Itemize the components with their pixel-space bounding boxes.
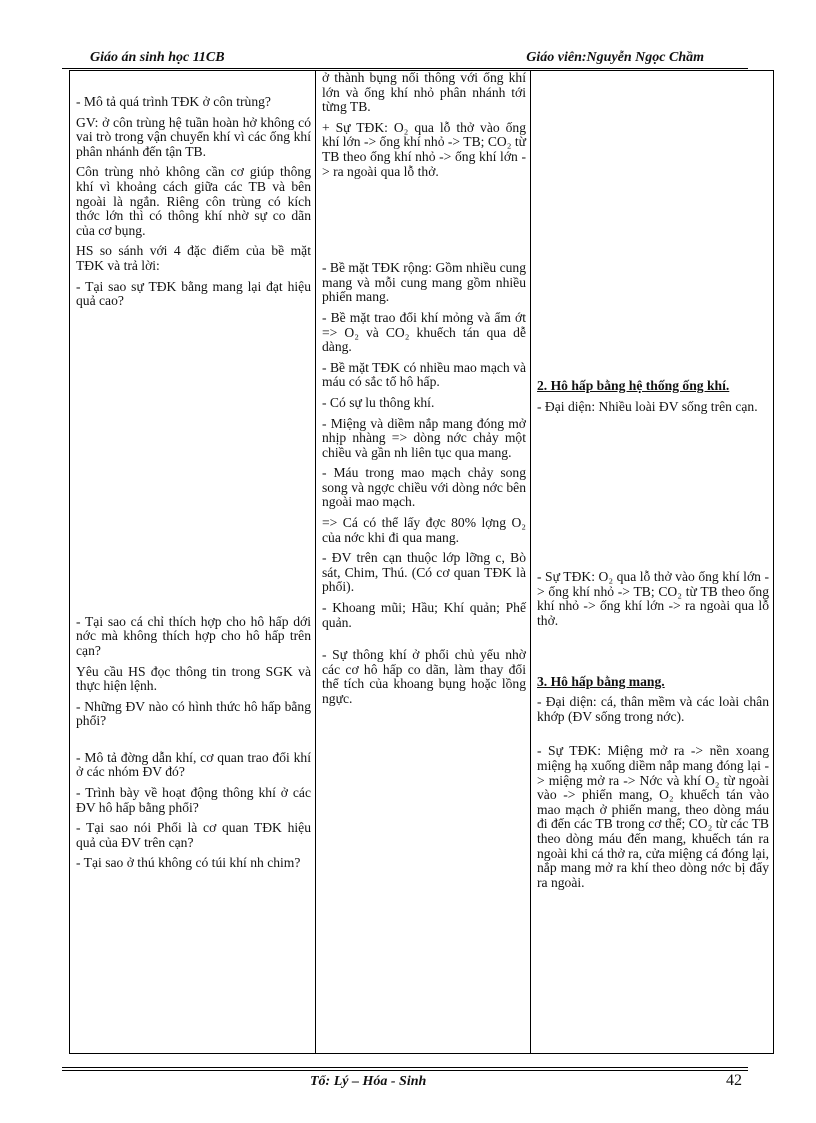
note-ventilation: - Có sự lu thông khí. bbox=[322, 394, 435, 410]
summary-representatives-1: - Đại diện: Nhiều loài ĐV sống trên cạn. bbox=[537, 398, 758, 414]
footer-rule-top bbox=[62, 1067, 748, 1068]
instruction-read-sgk: Yêu cầu HS đọc thông tin trong SGK và thực hiện lệnh. bbox=[76, 663, 311, 694]
page-footer bbox=[62, 1074, 748, 1092]
note-oxygen-80: => Cá có thể lấy đợc 80% lợng O₂ của nớc khi đi qua mang. bbox=[322, 515, 526, 545]
note-small-insects: Côn trùng nhỏ không cần cơ giúp thông khí vì khoảng cách giữa các TB và bên ngoài là ngắn. Riêng côn trùng có kích thớc lớn thì có thông khí nhờ sự co dãn của cơ bụng. bbox=[76, 164, 311, 238]
question-gill-efficiency: - Tại sao sự TĐK bằng mang lại đạt hiệu quả cao? bbox=[76, 278, 311, 309]
header-subject: Giáo án sinh học 11CB bbox=[90, 50, 225, 65]
page-header bbox=[62, 50, 748, 68]
page-number: 42 bbox=[726, 1072, 742, 1089]
note-lung-ventilation: - Sự thông khí ở phổi chủ yếu nhờ các cơ hô hấp co dãn, làm thay đổi thể tích của khoang bụng hoặc lồng ngực. bbox=[322, 647, 526, 706]
summary-representatives-2: - Đại diện: cá, thân mềm và các loài chân khớp (ĐV sống trong nớc). bbox=[537, 694, 769, 724]
note-insect-exchange: + Sự TĐK: O₂ qua lỗ thở vào ống khí lớn -> ống khí nhỏ -> TB; CO₂ từ TB theo ống khí nhỏ -> ống khí lớn -> ra ngoài qua lỗ thở. bbox=[322, 119, 526, 179]
question-ventilation: - Trình bày về hoạt động thông khí ở các ĐV hô hấp bằng phổi? bbox=[76, 785, 311, 815]
note-countercurrent: - Máu trong mao mạch chảy song song và ngợc chiều với dòng nớc bên ngoài mao mạch. bbox=[322, 465, 526, 510]
header-teacher: Giáo viên:Nguyễn Ngọc Chầm bbox=[526, 50, 704, 65]
note-gill-surface: - Bề mặt TĐK rộng: Gồm nhiều cung mang và mỗi cung mang gồm nhiều phiến mang. bbox=[322, 260, 526, 305]
activity-column bbox=[70, 71, 316, 1054]
question-air-sacs: - Tại sao ở thú không có túi khí nh chim? bbox=[76, 855, 301, 871]
question-airway: - Mô tả đờng dẫn khí, cơ quan trao đổi khí ở các nhóm ĐV đó? bbox=[76, 749, 311, 780]
teacher-note-circulation: GV: ở côn trùng hệ tuần hoàn hở không có vai trò trong vận chuyển khí vì các ống khí phân nhánh đến tận TB. bbox=[76, 114, 311, 159]
question-fish-water: - Tại sao cá chỉ thích hợp cho hô hấp dới nớc mà không thích hợp cho hô hấp trên cạn? bbox=[76, 613, 311, 658]
question-lung-efficiency: - Tại sao nói Phổi là cơ quan TĐK hiệu quả của ĐV trên cạn? bbox=[76, 820, 311, 850]
footer-department: Tổ: Lý – Hóa - Sinh bbox=[310, 1074, 427, 1089]
footer-rule-bottom bbox=[62, 1070, 748, 1071]
summary-gill-exchange: - Sự TĐK: Miệng mở ra -> nền xoang miệng hạ xuống diềm nắp mang đóng lại -> miệng mở ra -> Nớc và khí O₂ từ ngoài vào -> phiến mang, O₂ khuếch tán vào mao mạch ở phiến mang, theo dòng máu đi đến các TB trong cơ thể; CO₂ từ các TB theo dòng máu đến mang, khuếch tán ra ngoài khi cá thở ra, cửa miệng cá đóng lại, nắp mang mở ra khí theo dòng nớc bị đẩy ra ngoài. bbox=[537, 743, 769, 890]
student-compare-note: HS so sánh với 4 đặc điểm của bề mặt TĐK và trả lời: bbox=[76, 243, 311, 273]
header-rule bbox=[62, 68, 748, 69]
note-capillaries: - Bề mặt TĐK có nhiều mao mạch và máu có sắc tố hô hấp. bbox=[322, 359, 526, 390]
note-airway: - Khoang mũi; Hầu; Khí quản; Phế quản. bbox=[322, 600, 526, 630]
question-lung-animals: - Những ĐV nào có hình thức hô hấp bằng phổi? bbox=[76, 698, 311, 729]
note-thin-moist: - Bề mặt trao đổi khí mỏng và ẩm ớt => O₂ và CO₂ khuếch tán qua dễ dàng. bbox=[322, 309, 526, 355]
note-mouth-operculum: - Miệng và diềm nắp mang đóng mở nhịp nhàng => dòng nớc chảy một chiều và gần nh liên tục qua mang. bbox=[322, 415, 526, 460]
summary-column bbox=[531, 71, 774, 1054]
heading-gill-breathing: 3. Hô hấp bằng mang. bbox=[537, 673, 665, 689]
content-column bbox=[316, 71, 531, 1054]
note-land-animals: - ĐV trên cạn thuộc lớp lỡng c, Bò sát, Chim, Thú. (Có cơ quan TĐK là phổi). bbox=[322, 550, 526, 595]
summary-insect-exchange: - Sự TĐK: O₂ qua lỗ thở vào ống khí lớn -> ống khí nhỏ -> TB; CO₂ từ TB theo ống khí nhỏ -> ống khí lớn -> ra ngoài qua lỗ thở. bbox=[537, 569, 769, 628]
table-row bbox=[70, 71, 774, 1054]
question-insect-gas-exchange: - Mô tả quá trình TĐK ở côn trùng? bbox=[76, 94, 271, 109]
note-spiracle: ở thành bụng nối thông với ống khí lớn và ống khí nhỏ phân nhánh tới từng TB. bbox=[322, 70, 526, 115]
lesson-table bbox=[69, 70, 774, 1054]
heading-tracheal-breathing: 2. Hô hấp bằng hệ thống ống khí. bbox=[537, 378, 730, 393]
